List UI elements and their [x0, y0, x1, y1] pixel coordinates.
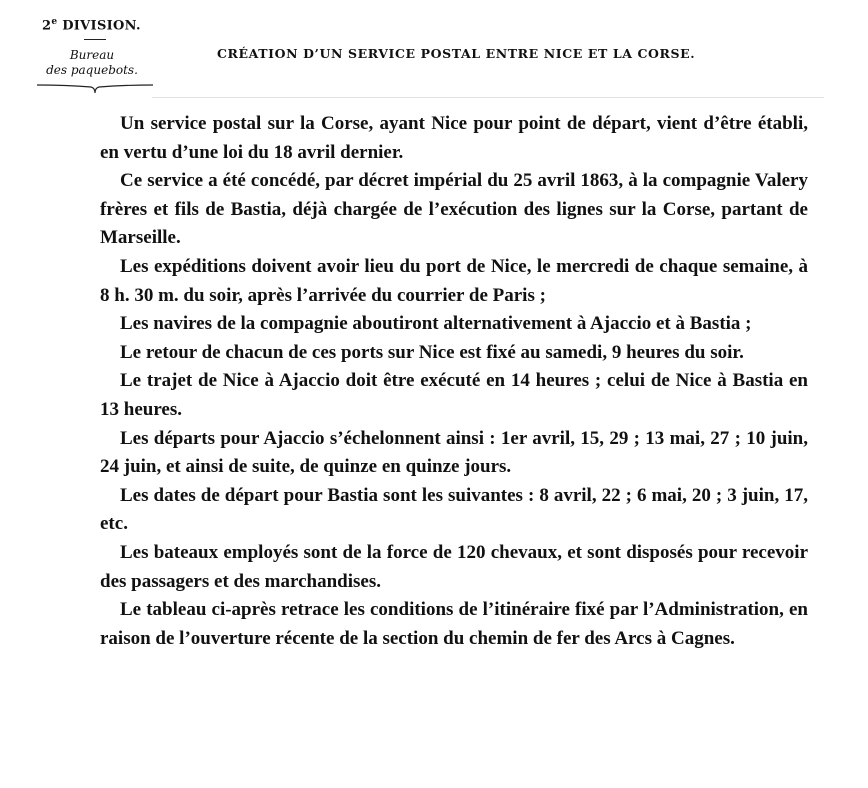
- division-number: 2: [42, 18, 52, 34]
- paragraph: Le retour de chacun de ces ports sur Nice est fixé au samedi, 9 heures du soir.: [120, 341, 744, 363]
- bureau-line-1: Bureau: [69, 48, 115, 62]
- paragraph: Les départs pour Ajaccio s’échelonnent ainsi : 1er avril, 15, 29 ; 13 mai, 27 ; 10 juin, 24 juin, et ainsi de suite, de quinze en quinze jours.: [100, 427, 808, 478]
- division-suffix: e: [51, 17, 58, 27]
- bureau-bracket: [36, 82, 154, 94]
- paragraph: Ce service a été concédé, par décret impérial du 25 avril 1863, à la compagnie Valery frères et fils de Bastia, déjà chargée de l’exécution des lignes sur la Corse, partant de Marseille.: [100, 170, 808, 249]
- bureau-label: [36, 48, 148, 78]
- paragraph: Les navires de la compagnie aboutiront alternativement à Ajaccio et à Bastia ;: [120, 313, 752, 335]
- page-title: CRÉATION D’UN SERVICE POSTAL ENTRE NICE ET LA CORSE.: [217, 46, 696, 61]
- paragraph: Le tableau ci-après retrace les conditions de l’itinéraire fixé par l’Administration, en raison de l’ouverture récente de la section du chemin de fer des Arcs à Cagnes.: [100, 599, 808, 649]
- bureau-line-2: des paquebots.: [46, 63, 138, 77]
- divider: [152, 97, 824, 98]
- division-rule: [84, 39, 106, 40]
- paragraph: Le trajet de Nice à Ajaccio doit être exécuté en 14 heures ; celui de Nice à Bastia en 13 heures.: [100, 370, 808, 420]
- paragraph: Les dates de départ pour Bastia sont les suivantes : 8 avril, 22 ; 6 mai, 20 ; 3 juin, 17, etc.: [100, 484, 808, 535]
- paragraph: Les bateaux employés sont de la force de 120 chevaux, et sont disposés pour recevoir des passagers et des marchandises.: [100, 541, 808, 592]
- division-label: DIVISION.: [62, 18, 141, 34]
- division-heading: [42, 17, 141, 33]
- paragraph: Un service postal sur la Corse, ayant Nice pour point de départ, vient d’être établi, en vertu d’une loi du 18 avril dernier.: [100, 113, 808, 163]
- body-text: [100, 110, 808, 653]
- paragraph: Les expéditions doivent avoir lieu du port de Nice, le mercredi de chaque semaine, à 8 h. 30 m. du soir, après l’arrivée du courrier de Paris ;: [100, 255, 808, 306]
